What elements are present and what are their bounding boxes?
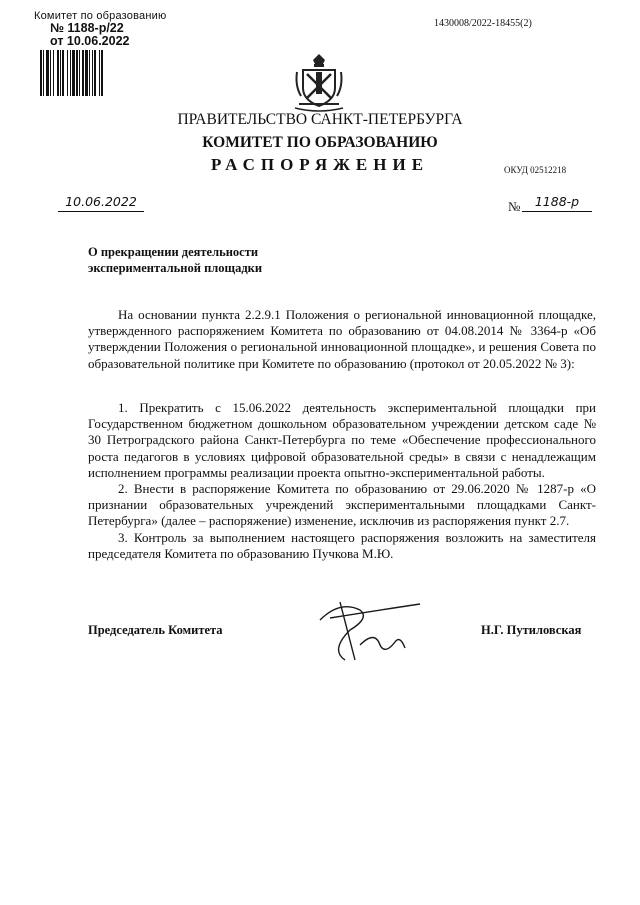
stamp-number: № 1188-р/22 — [50, 21, 124, 35]
coat-of-arms-emblem — [293, 52, 345, 112]
subject-line-1: О прекращении деятельности — [88, 245, 259, 259]
number-label: № — [508, 199, 521, 214]
okud-code: ОКУД 02512218 — [504, 165, 567, 175]
barcode — [40, 50, 140, 96]
stamp-committee: Комитет по образованию — [34, 10, 167, 22]
order-item-2: 2. Внести в распоряжение Комитета по образованию от 29.06.2020 № 1287-р «О признании образовательных учреждений экспериментальными площадками Санкт-Петербурга» (далее – распоряжение) изменение, исключив из распоряжения пункт 2.7. — [88, 481, 596, 529]
subject-line-2: экспериментальной площадки — [88, 261, 263, 275]
registration-stamp — [34, 10, 166, 48]
handwritten-date: 10.06.2022 — [58, 194, 144, 212]
order-items — [88, 400, 596, 562]
handwritten-number: 1188-р — [522, 194, 592, 212]
committee-title: КОМИТЕТ ПО ОБРАЗОВАНИЮ — [202, 134, 438, 151]
signer-name: Н.Г. Путиловская — [481, 623, 582, 637]
order-item-1: 1. Прекратить с 15.06.2022 деятельность экспериментальной площадки при Государственном бюджетном дошкольном образовательном учреждении детском саде № 30 Петроградского района Санкт-Петербурга по теме «Обеспечение профессионального роста педагогов в условиях цифровой образовательной среды» в связи с ненадлежащим исполнением программы реализации проекта опытно-экспериментальной работы. — [88, 400, 596, 480]
document-subject — [88, 244, 262, 276]
signer-position: Председатель Комитета — [88, 623, 223, 637]
government-title: ПРАВИТЕЛЬСТВО САНКТ-ПЕТЕРБУРГА — [177, 111, 463, 128]
preamble-paragraph: На основании пункта 2.2.9.1 Положения о региональной инновационной площадке, утвержденного распоряжением Комитета по образованию от 04.08.2014 № 3364-р «Об утверждении Положения о региональной инновационной площадке», и решения Совета по образовательной политике при Комитете по образованию (протокол от 20.05.2022 № 3): — [88, 307, 596, 371]
document-type: РАСПОРЯЖЕНИЕ — [210, 155, 430, 174]
handwritten-signature — [300, 590, 430, 670]
order-item-3: 3. Контроль за выполнением настоящего распоряжения возложить на заместителя председателя Комитета по образованию Пучкова М.Ю. — [88, 529, 596, 561]
registration-number: 1430008/2022-18455(2) — [434, 18, 532, 29]
stamp-date: от 10.06.2022 — [50, 34, 130, 48]
preamble-block — [88, 307, 596, 372]
